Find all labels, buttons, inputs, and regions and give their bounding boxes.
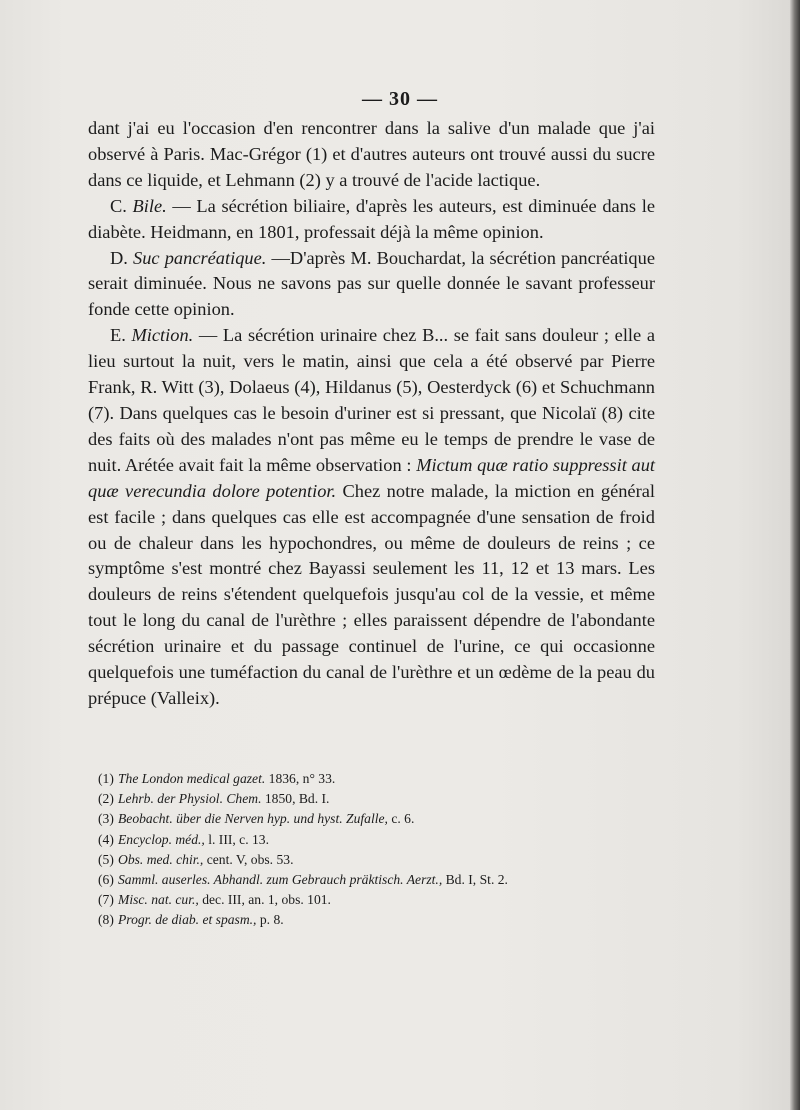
footnote-source-title: Progr. de diab. et spasm.,	[118, 912, 257, 928]
footnote-source-title: Beobacht. über die Nerven hyp. und hyst. Zufalle,	[118, 811, 388, 827]
footnote-reference: c. 6.	[387, 811, 415, 827]
footnote-reference: 1850, Bd. I.	[261, 791, 330, 807]
footnote	[98, 809, 658, 829]
footnote-number: (5)	[98, 851, 114, 867]
italic-run: Bile.	[132, 195, 167, 216]
italic-run: Mictum quæ ratio suppressit aut quæ verecundia dolore potentior.	[88, 454, 656, 501]
footnotes	[98, 769, 658, 931]
footnote	[98, 890, 658, 910]
footnote-number: (2)	[98, 791, 114, 807]
footnote-source-title: Misc. nat. cur.,	[118, 892, 199, 908]
paragraph-suc-pancreatique	[88, 246, 655, 324]
italic-run: Miction.	[131, 325, 194, 346]
footnote	[98, 910, 658, 930]
footnote-reference: Bd. I, St. 2.	[442, 872, 508, 888]
footnote-number: (6)	[98, 872, 114, 888]
text-run: —D'après M. Bouchardat, la sécrétion pancréatique serait diminuée. Nous ne savons pas sur quelle donnée le savant professeur fonde cette opinion.	[88, 247, 655, 320]
footnote-reference: cent. V, obs. 53.	[203, 851, 294, 867]
paragraph-bile	[88, 194, 655, 246]
text-run: Chez notre malade, la miction en général est facile ; dans quelques cas elle est accompagnée d'une sensation de froid ou de chaleur dans les hypochondres, ou même de douleurs de reins ; ce symptôme s'est montré chez Bayassi seulement les 11, 12 et 13 mars. Les douleurs de reins s'étendent quelquefois jusqu'au col de la vessie, et même tout le long du canal de l'urèthre ; elles paraissent dépendre de l'abondante sécrétion urinaire et du passage continuel de l'urine, ce qui occasionne quelquefois une tuméfaction du canal de l'urèthre et un œdème de la peau du prépuce (Valleix).	[88, 480, 655, 708]
paragraph-miction	[88, 323, 655, 712]
page-number: — 30 —	[362, 88, 438, 110]
text-run: E.	[110, 325, 132, 346]
footnote-reference: 1836, n° 33.	[265, 771, 336, 786]
footnote-number: (4)	[98, 831, 114, 847]
footnote-reference: p. 8.	[256, 912, 284, 928]
text-run: — La sécrétion urinaire chez B... se fait sans douleur ; elle a lieu surtout la nuit, vers le matin, ainsi que cela a été observé par Pierre Frank, R. Witt (3), Dolaeus (4), Hildanus (5), Oesterdyck (6) et Schuchmann (7). Dans quelques cas le besoin d'uriner est si pressant, que Nicolaï (8) cite des faits où des malades n'ont pas même eu le temps de prendre le vase de nuit. Arétée avait fait la même observation :	[88, 325, 655, 475]
footnote	[98, 769, 658, 789]
footnote-reference: dec. III, an. 1, obs. 101.	[198, 892, 331, 908]
footnote-number: (8)	[98, 912, 114, 928]
text-run: C.	[110, 195, 133, 216]
footnote	[98, 870, 658, 890]
body-text	[88, 116, 655, 712]
text-run: D.	[110, 247, 134, 268]
footnote-number: (7)	[98, 892, 114, 908]
text-run: dant j'ai eu l'occasion d'en rencontrer dans la salive d'un malade que j'ai observé à Paris. Mac-Grégor (1) et d'autres auteurs ont trouvé aussi du sucre dans ce liquide, et Lehmann (2) y a trouvé de l'acide lactique.	[88, 118, 655, 190]
text-run: — La sécrétion biliaire, d'après les auteurs, est diminuée dans le diabète. Heidmann, en 1801, professait déjà la même opinion.	[88, 195, 655, 242]
footnote	[98, 850, 658, 870]
footnote-source-title: The London medical gazet.	[118, 771, 266, 786]
footnote-source-title: Obs. med. chir.,	[118, 851, 204, 867]
page-edge-shadow	[790, 0, 800, 1110]
italic-run: Suc pancréatique.	[133, 247, 267, 268]
footnote-reference: l. III, c. 13.	[204, 831, 270, 847]
footnote-source-title: Encyclop. méd.,	[118, 831, 205, 847]
footnote	[98, 789, 658, 809]
footnote-source-title: Samml. auserles. Abhandl. zum Gebrauch präktisch. Aerzt.,	[118, 872, 443, 888]
paragraph-saliva	[88, 116, 655, 194]
footnote-source-title: Lehrb. der Physiol. Chem.	[118, 791, 262, 807]
footnote-number: (3)	[98, 811, 114, 827]
footnote-number: (1)	[98, 771, 114, 786]
footnote	[98, 830, 658, 850]
